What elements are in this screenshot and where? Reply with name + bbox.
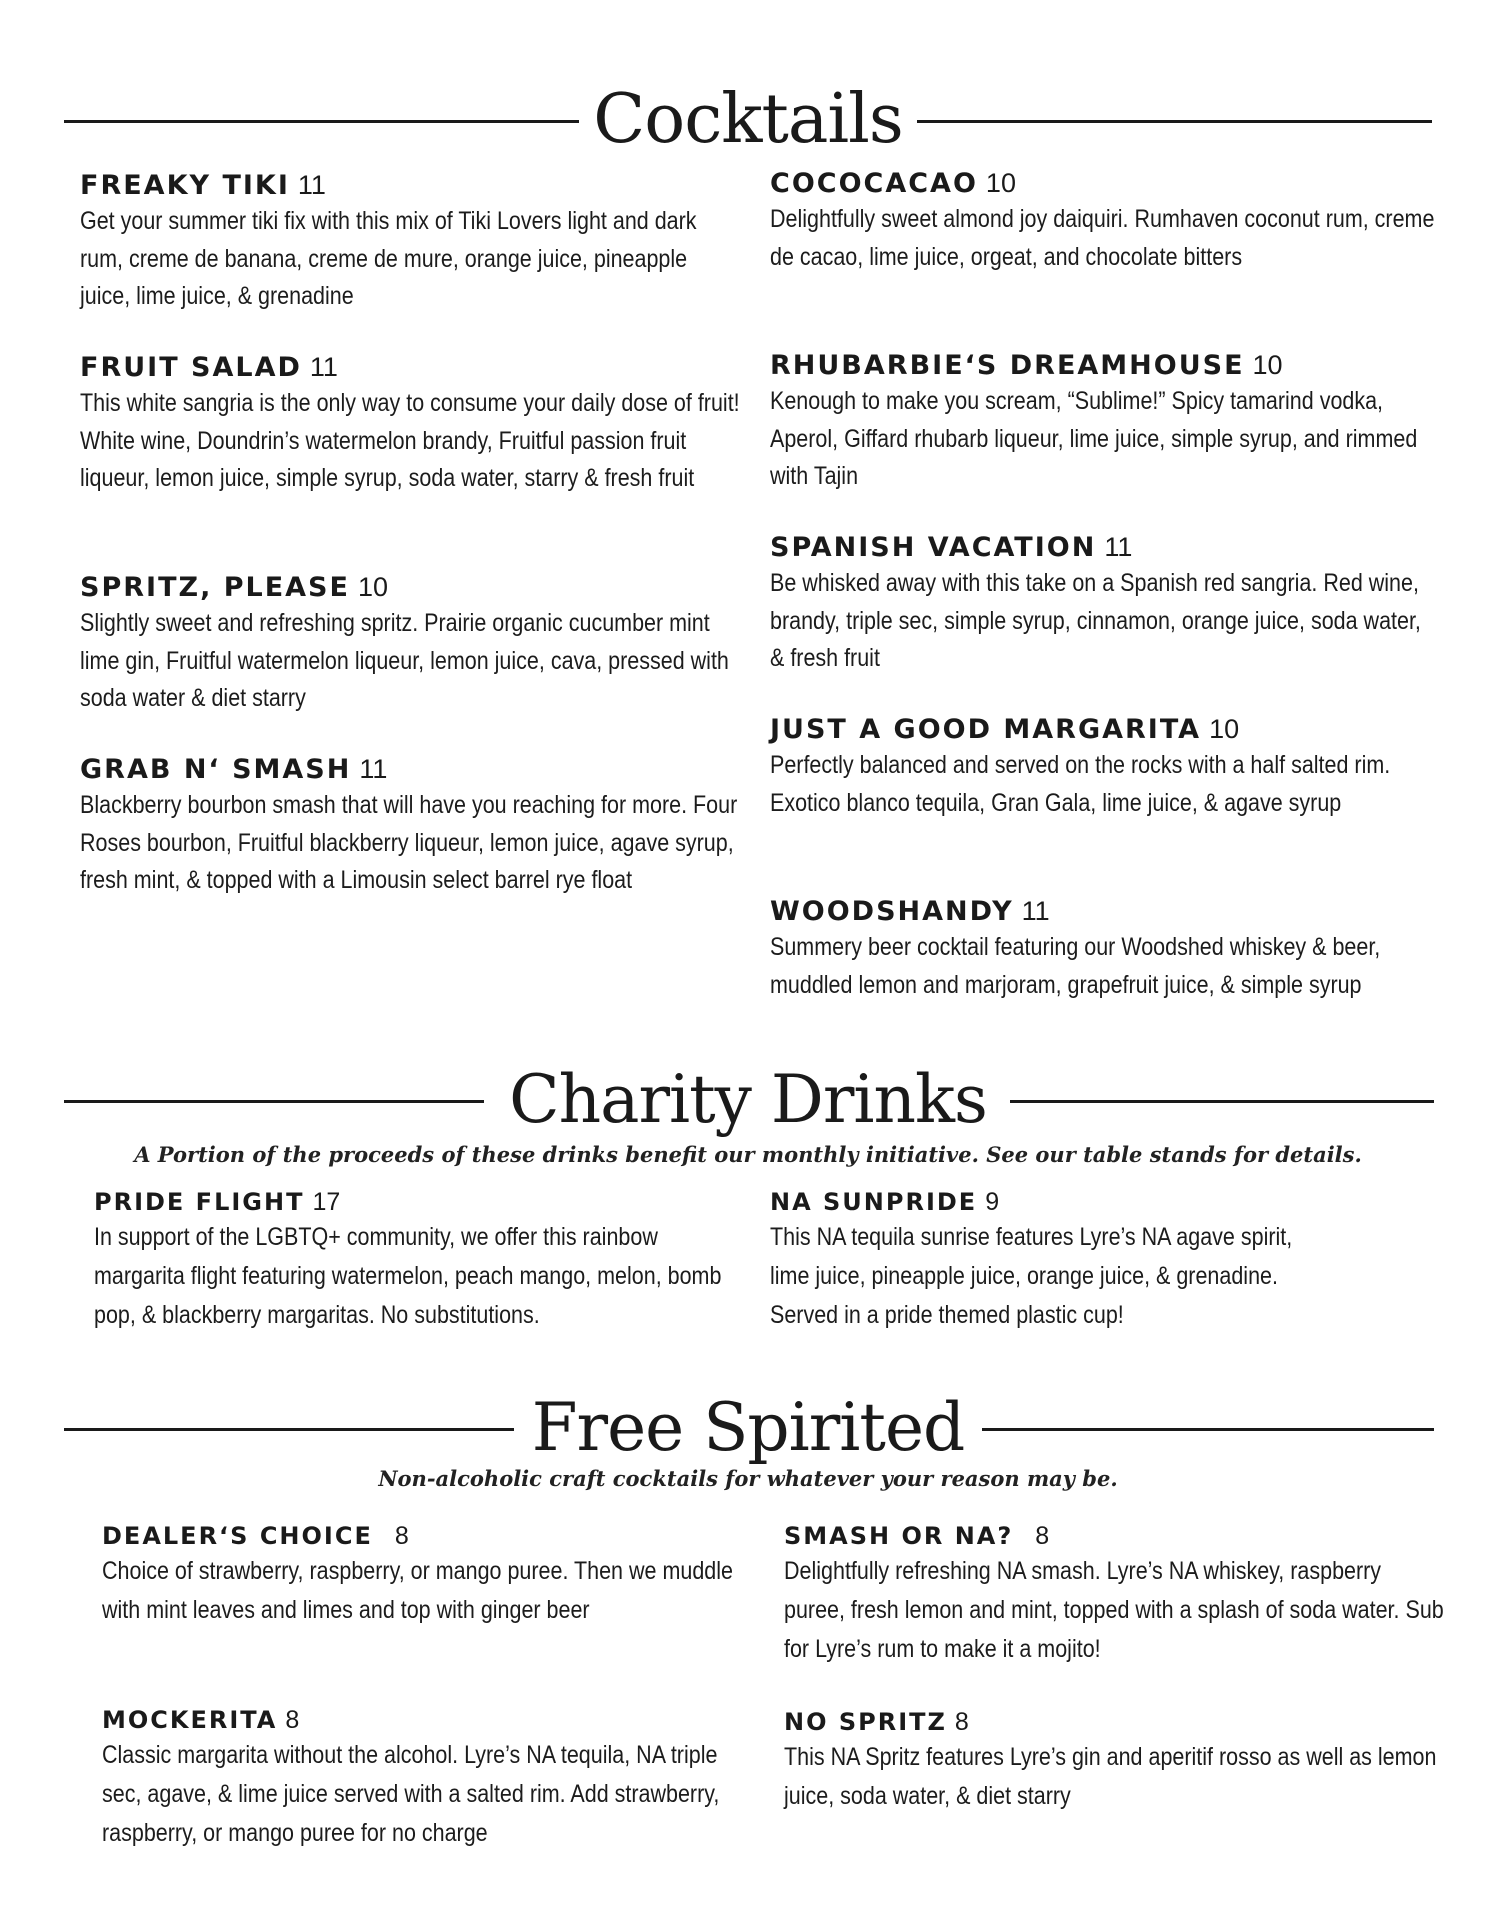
item-description: Delightfully refreshing NA smash. Lyre’s NA whiskey, raspberry puree, fresh lemon and mint, topped with a splash of soda water. Sub for Lyre’s rum to make it a mojito! <box>784 1557 1444 1663</box>
item-name: DEALER‘S CHOICE <box>102 1522 373 1550</box>
menu-item <box>770 1186 1330 1335</box>
menu-item <box>770 348 1440 496</box>
menu-item <box>102 1704 742 1853</box>
menu-item <box>80 168 740 316</box>
item-price: 10 <box>985 168 1016 198</box>
menu-item <box>80 570 740 718</box>
item-price: 8 <box>285 1706 300 1734</box>
item-price: 11 <box>1104 532 1133 562</box>
item-description: Summery beer cocktail featuring our Woodshed whiskey & beer, muddled lemon and marjoram, grapefruit juice, & simple syrup <box>770 933 1381 999</box>
item-name: SPRITZ, PLEASE <box>80 572 350 603</box>
menu-item <box>770 712 1440 822</box>
item-description: In support of the LGBTQ+ community, we offer this rainbow margarita flight featuring watermelon, peach mango, melon, bomb pop, & blackberry margaritas. No substitutions. <box>94 1223 722 1329</box>
item-description: Slightly sweet and refreshing spritz. Prairie organic cucumber mint lime gin, Fruitful watermelon liqueur, lemon juice, cava, pressed with soda water & diet starry <box>80 609 729 712</box>
section-title: Cocktails <box>0 80 1496 160</box>
section-title: Charity Drinks <box>0 1060 1496 1140</box>
menu-item <box>784 1520 1444 1669</box>
menu-item <box>80 752 740 900</box>
menu-item <box>770 530 1440 678</box>
menu-item <box>94 1186 734 1335</box>
item-description: Classic margarita without the alcohol. Lyre’s NA tequila, NA triple sec, agave, & lime juice served with a salted rim. Add strawberry, raspberry, or mango puree for no charge <box>102 1741 720 1847</box>
item-description: Blackberry bourbon smash that will have you reaching for more. Four Roses bourbon, Fruitful blackberry liqueur, lemon juice, agave syrup, fresh mint, & topped with a Limousin select barrel rye float <box>80 791 738 894</box>
item-description: Get your summer tiki fix with this mix of Tiki Lovers light and dark rum, creme de banana, creme de mure, orange juice, pineapple juice, lime juice, & grenadine <box>80 207 697 310</box>
item-price: 10 <box>1252 350 1283 380</box>
item-name: JUST A GOOD MARGARITA <box>770 714 1202 745</box>
item-name: RHUBARBIE‘S DREAMHOUSE <box>770 350 1245 381</box>
item-description: Delightfully sweet almond joy daiquiri. Rumhaven coconut rum, creme de cacao, lime juice, orgeat, and chocolate bitters <box>770 205 1435 271</box>
item-name: GRAB N‘ SMASH <box>80 754 352 785</box>
menu-item <box>770 166 1440 276</box>
item-description: This white sangria is the only way to consume your daily dose of fruit! White wine, Doundrin’s watermelon brandy, Fruitful passion fruit liqueur, lemon juice, simple syrup, soda water, starry & fresh fruit <box>80 389 740 492</box>
item-name: SPANISH VACATION <box>770 532 1097 563</box>
item-price: 11 <box>297 170 326 200</box>
section-subtitle: Non-alcoholic craft cocktails for whatever your reason may be. <box>378 1466 1118 1491</box>
item-name: FRUIT SALAD <box>80 352 302 383</box>
charity-header <box>0 1060 1496 1140</box>
cocktails-header <box>0 80 1496 160</box>
item-name: PRIDE FLIGHT <box>94 1188 305 1216</box>
section-title: Free Spirited <box>0 1388 1496 1468</box>
item-name: MOCKERITA <box>102 1706 278 1734</box>
item-description: Choice of strawberry, raspberry, or mango puree. Then we muddle with mint leaves and limes and top with ginger beer <box>102 1557 733 1624</box>
free-spirited-header <box>0 1388 1496 1468</box>
item-description: Perfectly balanced and served on the rocks with a half salted rim. Exotico blanco tequila, Gran Gala, lime juice, & agave syrup <box>770 751 1391 817</box>
item-name: NA SUNPRIDE <box>770 1188 978 1216</box>
item-name: WOODSHANDY <box>770 896 1014 927</box>
item-price: 11 <box>309 352 338 382</box>
menu-item <box>80 350 740 498</box>
item-name: NO SPRITZ <box>784 1708 947 1736</box>
item-price: 8 <box>954 1708 969 1736</box>
menu-item <box>770 894 1440 1004</box>
section-subtitle: A Portion of the proceeds of these drinks benefit our monthly initiative. See our table stands for details. <box>134 1142 1362 1167</box>
item-price: 11 <box>359 754 388 784</box>
item-description: This NA tequila sunrise features Lyre’s NA agave spirit, lime juice, pineapple juice, orange juice, & grenadine. Served in a pride themed plastic cup! <box>770 1223 1293 1329</box>
item-description: Be whisked away with this take on a Spanish red sangria. Red wine, brandy, triple sec, simple syrup, cinnamon, orange juice, soda water, & fresh fruit <box>770 569 1421 672</box>
menu-item <box>102 1520 742 1630</box>
item-name: SMASH OR NA? <box>784 1522 1014 1550</box>
item-price: 8 <box>394 1522 409 1550</box>
item-price: 10 <box>357 572 388 602</box>
item-name: FREAKY TIKI <box>80 170 290 201</box>
menu-item <box>784 1706 1444 1816</box>
item-price: 11 <box>1021 896 1050 926</box>
item-name: COCOCACAO <box>770 168 978 199</box>
item-price: 9 <box>985 1188 1000 1216</box>
item-price: 17 <box>312 1188 341 1216</box>
item-price: 10 <box>1209 714 1240 744</box>
item-description: This NA Spritz features Lyre’s gin and aperitif rosso as well as lemon juice, soda water, & diet starry <box>784 1743 1437 1810</box>
item-description: Kenough to make you scream, “Sublime!” Spicy tamarind vodka, Aperol, Giffard rhubarb liqueur, lime juice, simple syrup, and rimmed with Tajin <box>770 387 1418 490</box>
item-price: 8 <box>1035 1522 1050 1550</box>
